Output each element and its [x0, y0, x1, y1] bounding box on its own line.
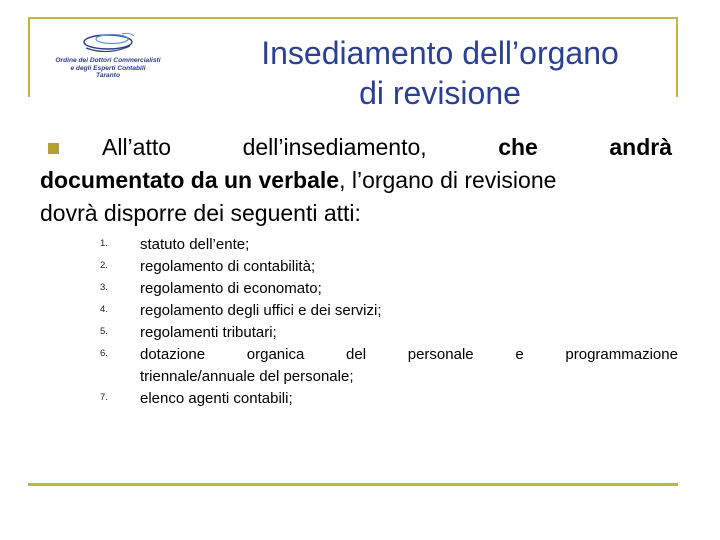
frame-left-rule: [28, 17, 30, 97]
list-item-text: elenco agenti contabili;: [140, 390, 293, 407]
paragraph-word-bold: andrà: [609, 134, 672, 160]
list-word: dotazione: [140, 346, 206, 363]
list-number: 4.: [100, 304, 108, 315]
logo-caption: [38, 57, 178, 80]
swirl-logo-icon: [78, 30, 138, 56]
list-word: personale: [407, 346, 474, 363]
intro-paragraph: [40, 131, 672, 230]
list-item-text: regolamento di contabilità;: [140, 258, 316, 275]
list-item-text: regolamento degli uffici e dei servizi;: [140, 302, 382, 319]
list-item: [100, 234, 678, 256]
paragraph-bold-text: documentato da un verbale: [40, 167, 340, 193]
list-item-justified-line: [140, 344, 678, 366]
list-number: 7.: [100, 392, 108, 403]
list-number: 5.: [100, 326, 108, 337]
paragraph-line-2: [40, 164, 672, 197]
acts-list: [100, 234, 678, 410]
list-item: [100, 278, 678, 300]
paragraph-line-1: [40, 131, 672, 164]
paragraph-text: , l’organo di revisione: [339, 167, 557, 193]
logo-line-3: Taranto: [96, 72, 120, 79]
paragraph-word-bold: che: [498, 134, 538, 160]
list-item-text: regolamento di economato;: [140, 280, 322, 297]
slide-title: [200, 33, 680, 113]
list-item: [100, 388, 678, 410]
paragraph-word: All’atto: [102, 134, 172, 160]
list-item-text: regolamenti tributari;: [140, 324, 277, 341]
logo-line-2: e degli Esperti Contabili: [70, 64, 146, 72]
list-item: [100, 344, 678, 388]
list-word: e: [515, 346, 524, 363]
list-number: 3.: [100, 282, 108, 293]
list-item: [100, 322, 678, 344]
list-word: organica: [246, 346, 305, 363]
list-word: programmazione: [565, 346, 678, 363]
title-line-1: Insediamento dell’organo: [261, 35, 619, 71]
list-item-text: statuto dell’ente;: [140, 236, 250, 253]
list-item: [100, 300, 678, 322]
list-number: 1.: [100, 238, 108, 249]
list-number: 2.: [100, 260, 108, 271]
frame-top-rule: [28, 17, 678, 19]
list-item-text-continued: triennale/annuale del personale;: [140, 368, 354, 385]
list-number: 6.: [100, 348, 108, 359]
paragraph-line-3: dovrà disporre dei seguenti atti:: [40, 200, 361, 226]
list-item: [100, 256, 678, 278]
paragraph-word: dell’insediamento,: [242, 134, 427, 160]
title-line-2: di revisione: [359, 75, 521, 111]
organization-logo: [38, 28, 178, 90]
frame-bottom-rule: [28, 483, 678, 486]
logo-line-1: Ordine dei Dottori Commercialisti: [55, 57, 161, 64]
list-word: del: [346, 346, 367, 363]
